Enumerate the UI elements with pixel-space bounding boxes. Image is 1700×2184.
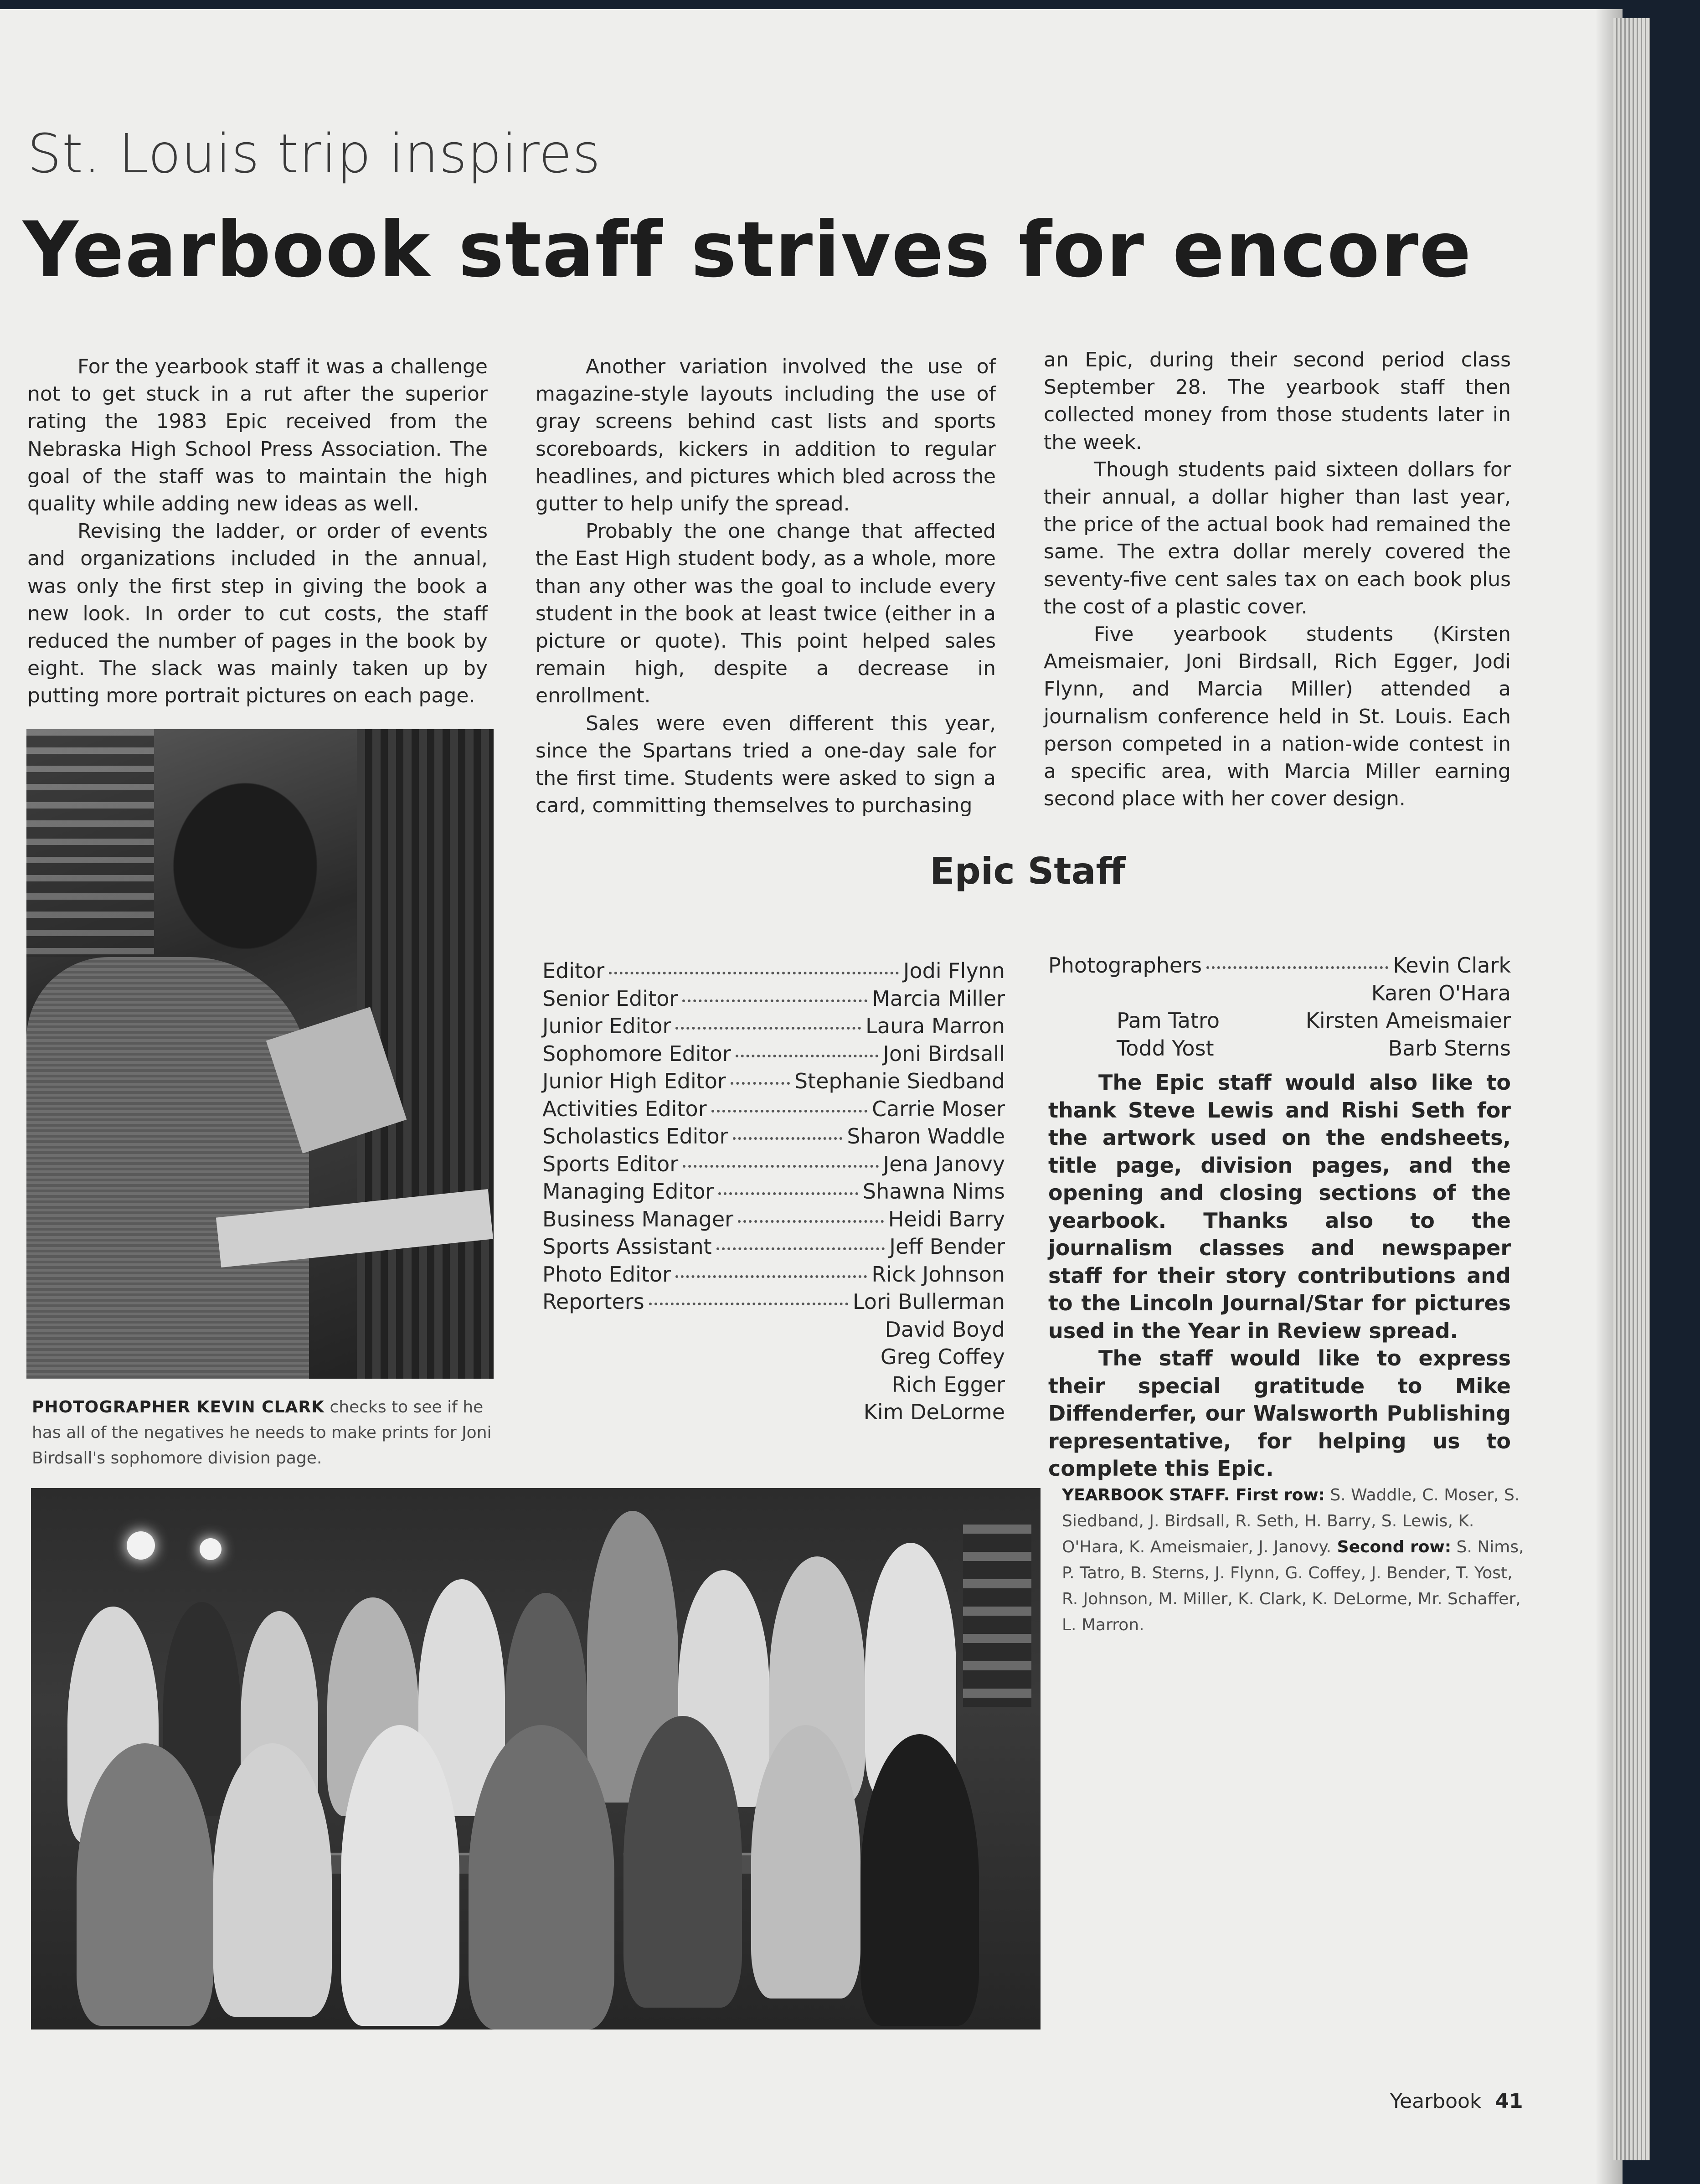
staff-name: Jodi Flynn bbox=[903, 958, 1005, 983]
caption-row-label: First row: bbox=[1230, 1486, 1325, 1504]
body-column-1 bbox=[27, 353, 488, 710]
staff-role: Junior High Editor bbox=[542, 1069, 726, 1093]
reporter-name: Greg Coffey bbox=[880, 1344, 1005, 1369]
reporter-row bbox=[542, 1316, 1005, 1344]
dot-leader bbox=[718, 1173, 858, 1195]
caption-lead: PHOTOGRAPHER KEVIN CLARK bbox=[32, 1398, 325, 1417]
staff-name: Laura Marron bbox=[865, 1014, 1005, 1038]
dot-leader bbox=[738, 1201, 884, 1223]
staff-name: Pam Tatro bbox=[1117, 1008, 1220, 1033]
staff-role: Activities Editor bbox=[542, 1096, 707, 1121]
dot-leader bbox=[683, 1146, 878, 1168]
staff-name: Jena Janovy bbox=[883, 1151, 1005, 1176]
dot-leader bbox=[675, 1008, 861, 1030]
paragraph: Five yearbook students (Kirsten Ameismaier, Joni Birdsall, Rich Egger, Jodi Flynn, and Marcia Miller) attended a journalism conference held in St. Louis. Each person competed in a nation-wide contest in a specific area, with Marcia Miller earning second place with her cover design. bbox=[1044, 623, 1511, 811]
staff-name: Joni Birdsall bbox=[883, 1041, 1005, 1066]
staff-role: Scholastics Editor bbox=[542, 1124, 728, 1149]
group-photo-caption bbox=[1062, 1482, 1527, 1638]
student-figure bbox=[341, 1725, 459, 2026]
staff-name: Karen O'Hara bbox=[1371, 980, 1511, 1005]
staff-name: Carrie Moser bbox=[871, 1096, 1005, 1121]
reporter-name: Kim DeLorme bbox=[863, 1400, 1005, 1424]
dot-leader bbox=[675, 1256, 867, 1278]
page-number: 41 bbox=[1495, 2090, 1523, 2113]
staff-name: Marcia Miller bbox=[872, 986, 1005, 1011]
dot-leader bbox=[711, 1091, 867, 1113]
paragraph: For the yearbook staff it was a challenge not to get stuck in a rut after the superior rating the 1983 Epic received from the Nebraska High School Press Association. The goal of the staff was to maintain the high quality while adding new ideas as well. bbox=[27, 355, 488, 516]
photographer-figure bbox=[26, 957, 309, 1379]
staff-role: Sports Editor bbox=[542, 1151, 679, 1176]
yearbook-page bbox=[0, 9, 1623, 2184]
staff-name: Todd Yost bbox=[1117, 1035, 1214, 1061]
staff-name: Sharon Waddle bbox=[847, 1124, 1005, 1149]
student-figure bbox=[469, 1725, 614, 2029]
body-column-3 bbox=[1044, 346, 1511, 813]
staff-name: Barb Sterns bbox=[1388, 1035, 1511, 1061]
reporter-row bbox=[542, 1398, 1005, 1426]
reporter-row bbox=[542, 1371, 1005, 1399]
caption-text: checks to see if he has all of the negatives he needs to make prints for Joni Birdsall's sophomore division page. bbox=[32, 1398, 492, 1468]
staff-role: Senior Editor bbox=[542, 986, 678, 1011]
staff-name: Heidi Barry bbox=[888, 1206, 1005, 1231]
staff-name: Rick Johnson bbox=[871, 1262, 1005, 1287]
page-edges bbox=[1613, 18, 1650, 2160]
paragraph: Another variation involved the use of magazine-style layouts including the use of gray screens behind cast lists and sports scoreboards, kickers in addition to regular headlines, and pictures which bled across the gutter to help unify the spread. bbox=[536, 355, 996, 516]
dot-leader bbox=[682, 980, 867, 1002]
student-figure bbox=[751, 1725, 860, 1999]
staff-role: Reporters bbox=[542, 1289, 644, 1314]
lamp-light bbox=[200, 1538, 222, 1560]
reporter-name: Rich Egger bbox=[891, 1372, 1005, 1397]
staff-role: Sophomore Editor bbox=[542, 1041, 731, 1066]
staff-name: Kevin Clark bbox=[1393, 953, 1511, 978]
student-figure bbox=[860, 1734, 979, 2026]
paragraph: Sales were even different this year, since the Spartans tried a one-day sale for the first time. Students were asked to sign a card, committing themselves to purchasing bbox=[536, 711, 996, 818]
caption-lead: YEARBOOK STAFF. bbox=[1062, 1486, 1230, 1504]
dot-leader bbox=[736, 1035, 879, 1057]
student-figure bbox=[213, 1743, 332, 2017]
student-figure bbox=[623, 1716, 742, 2008]
paragraph: Though students paid sixteen dollars for their annual, a dollar higher than last year, the price of the actual book had remained the same. The extra dollar merely covered the seventy-five cent sales tax on each book plus the cost of a plastic cover. bbox=[1044, 458, 1511, 618]
caption-text: S. Waddle, C. Moser, S. Siedband, J. Birdsall, R. Seth, H. Barry, S. Lewis, K. O'Hara, K. Ameismaier, J. Janovy. bbox=[1062, 1486, 1520, 1556]
acknowledgements bbox=[1048, 1069, 1511, 1483]
paragraph: Probably the one change that affected the East High student body, as a whole, more than any other was the goal to include every student in the book at least twice (either in a picture or quote). This point helped sales remain high, despite a decrease in enrollment. bbox=[536, 520, 996, 708]
reporter-name: David Boyd bbox=[885, 1317, 1005, 1342]
caption-text: S. Nims, P. Tatro, B. Sterns, J. Flynn, G. Coffey, J. Bender, T. Yost, R. Johnson, M. Miller, K. Clark, K. DeLorme, Mr. Schaffer, L. Marron. bbox=[1062, 1538, 1524, 1634]
photographers-row bbox=[1048, 1007, 1511, 1035]
photographer-photo bbox=[26, 729, 494, 1379]
dot-leader bbox=[1206, 947, 1388, 969]
staff-name: Kirsten Ameismaier bbox=[1305, 1008, 1511, 1033]
dot-leader bbox=[609, 953, 899, 974]
staff-title: Epic Staff bbox=[930, 850, 1126, 892]
dot-leader bbox=[649, 1283, 848, 1305]
body-column-2 bbox=[536, 353, 996, 819]
student-figure bbox=[77, 1743, 213, 2026]
dot-leader bbox=[731, 1063, 790, 1085]
staff-role: Editor bbox=[542, 958, 605, 983]
staff-role: Sports Assistant bbox=[542, 1234, 712, 1259]
photographers-row bbox=[1048, 1035, 1511, 1062]
staff-list bbox=[542, 957, 1005, 1426]
staff-name: Jeff Bender bbox=[889, 1234, 1005, 1259]
bookshelf bbox=[963, 1525, 1031, 1707]
staff-name: Stephanie Siedband bbox=[794, 1069, 1005, 1093]
photo-caption bbox=[32, 1395, 497, 1471]
paragraph: Revising the ladder, or order of events and organizations included in the annual, was only the first step in giving the book a new look. In order to cut costs, the staff reduced the number of pages in the book by eight. The slack was mainly taken up by putting more portrait pictures on each page. bbox=[27, 520, 488, 708]
section-name: Yearbook bbox=[1390, 2090, 1482, 2113]
paragraph: The staff would like to express their special gratitude to Mike Diffenderfer, our Walsworth Publishing representative, for helping us to complete this Epic. bbox=[1048, 1346, 1511, 1481]
main-headline: Yearbook staff strives for encore bbox=[23, 205, 1472, 294]
staff-name: Lori Bullerman bbox=[852, 1289, 1005, 1314]
paragraph: an Epic, during their second period class September 28. The yearbook staff then collected money from those students later in the week. bbox=[1044, 348, 1511, 454]
photographers-row bbox=[1048, 979, 1511, 1007]
staff-role: Junior Editor bbox=[542, 1014, 671, 1038]
photographers-list bbox=[1048, 952, 1511, 1062]
photographers-row bbox=[1048, 952, 1511, 979]
staff-role: Business Manager bbox=[542, 1206, 734, 1231]
staff-role: Managing Editor bbox=[542, 1179, 714, 1204]
window-blinds bbox=[26, 729, 154, 957]
staff-role: Photo Editor bbox=[542, 1262, 671, 1287]
paragraph: The Epic staff would also like to thank Steve Lewis and Rishi Seth for the artwork used on the endsheets, title page, division pages, and the opening and closing sections of the yearbook. Thanks also to the journalism classes and newspaper staff for their story contributions and to the Lincoln Journal/Star for pictures used in the Year in Review spread. bbox=[1048, 1070, 1511, 1343]
lamp-light bbox=[127, 1531, 155, 1560]
staff-row bbox=[542, 1288, 1005, 1316]
caption-row-label: Second row: bbox=[1331, 1538, 1452, 1556]
staff-name: Shawna Nims bbox=[862, 1179, 1005, 1204]
kicker-headline: St. Louis trip inspires bbox=[27, 122, 601, 185]
staff-role: Photographers bbox=[1048, 953, 1202, 978]
reporter-row bbox=[542, 1343, 1005, 1371]
dot-leader bbox=[733, 1118, 843, 1140]
dot-leader bbox=[716, 1228, 885, 1250]
page-footer bbox=[1390, 2090, 1523, 2113]
group-photo bbox=[31, 1488, 1041, 2029]
